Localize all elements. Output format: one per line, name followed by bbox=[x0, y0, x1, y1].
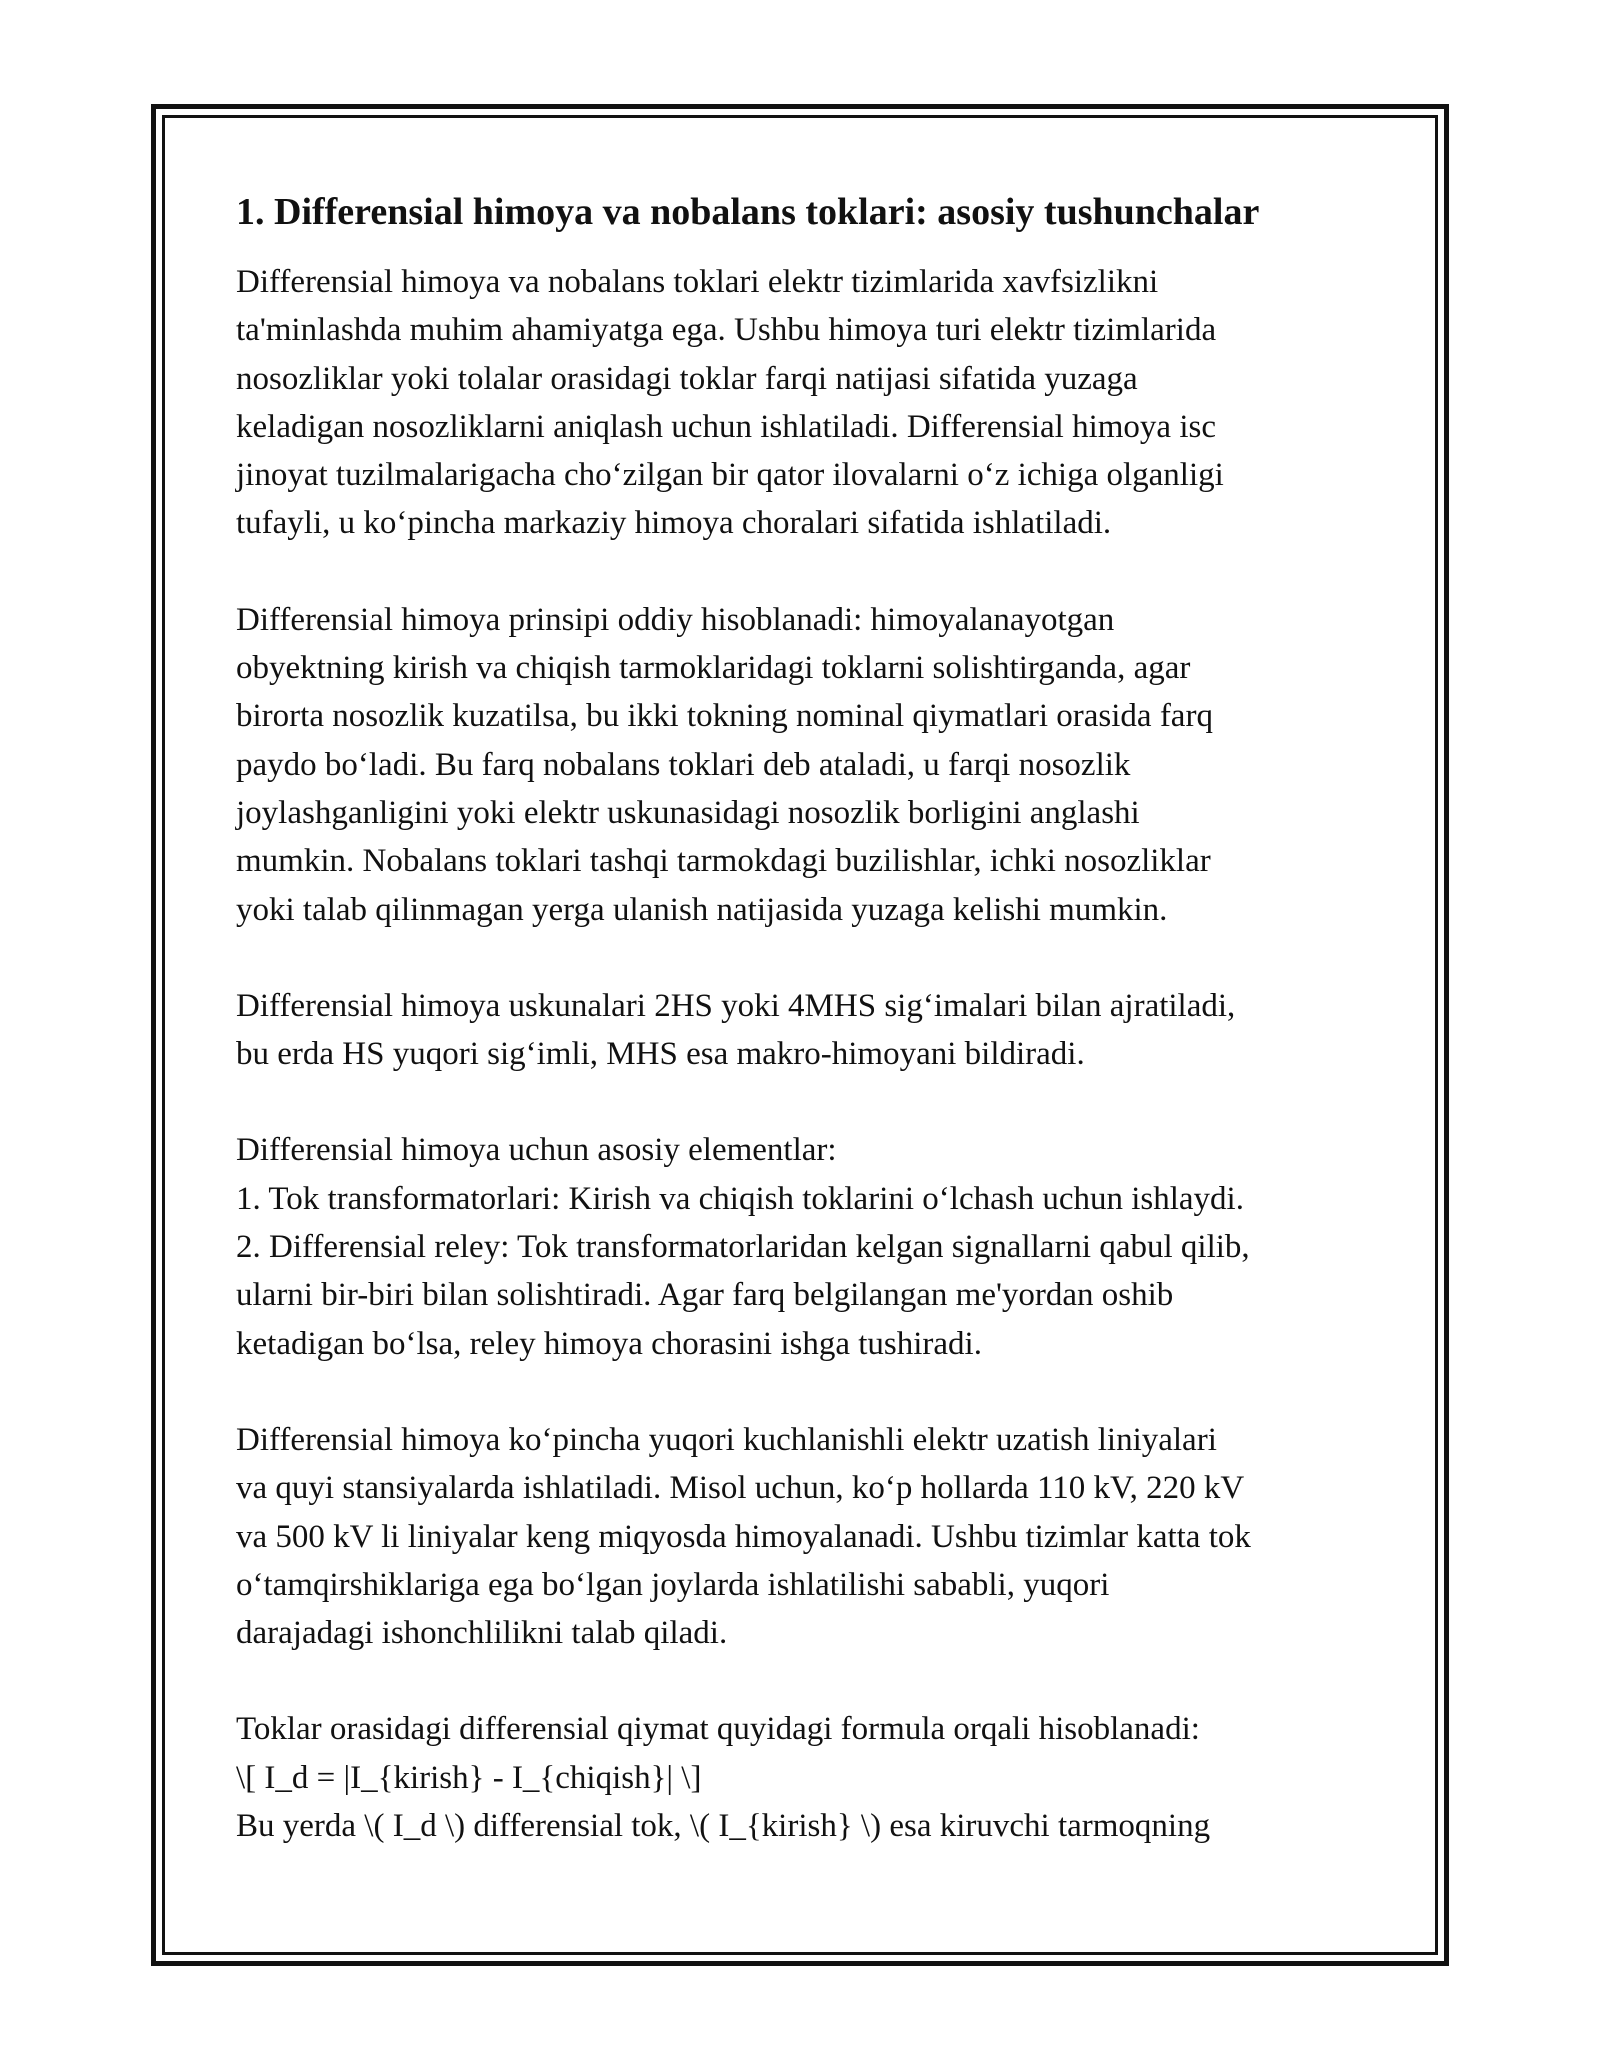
document-body bbox=[236, 186, 1376, 1850]
text-line: va 500 kV li liniyalar keng miqyosda himoyalanadi. Ushbu tizimlar katta tok bbox=[236, 1518, 1251, 1555]
text-line: Differensial himoya ko‘pincha yuqori kuchlanishli elektr uzatish liniyalari bbox=[236, 1421, 1217, 1458]
text-line: Toklar orasidagi differensial qiymat quyidagi formula orqali hisoblanadi: bbox=[236, 1711, 1200, 1748]
text-line: darajadagi ishonchlilikni talab qiladi. bbox=[236, 1615, 728, 1652]
paragraph-spacer bbox=[236, 934, 1376, 982]
list-item: 2. Differensial reley: Tok transformatorlaridan kelgan signallarni qabul qilib, bbox=[236, 1229, 1250, 1266]
paragraph-principle bbox=[236, 596, 1376, 934]
text-line: bu erda HS yuqori sig‘imli, MHS esa makro-himoyani bildiradi. bbox=[236, 1036, 1085, 1073]
text-line: obyektning kirish va chiqish tarmoklaridagi toklarni solishtirganda, agar bbox=[236, 650, 1191, 687]
text-line: joylashganligini yoki elektr uskunasidagi nosozlik borligini anglashi bbox=[236, 794, 1140, 831]
text-line: Differensial himoya prinsipi oddiy hisoblanadi: himoyalanayotgan bbox=[236, 601, 1115, 638]
text-line: Differensial himoya uskunalari 2HS yoki 4MHS sig‘imalari bilan ajratiladi, bbox=[236, 987, 1236, 1024]
paragraph-formula bbox=[236, 1705, 1376, 1850]
text-line: o‘tamqirshiklariga ega bo‘lgan joylarda ishlatilishi sababli, yuqori bbox=[236, 1566, 1110, 1603]
section-heading: 1. Differensial himoya va nobalans toklari: asosiy tushunchalar bbox=[236, 191, 1260, 233]
paragraph-spacer bbox=[236, 1657, 1376, 1705]
paragraph-spacer bbox=[236, 1368, 1376, 1416]
text-line: yoki talab qilinmagan yerga ulanish natijasida yuzaga kelishi mumkin. bbox=[236, 891, 1168, 928]
list-item: 1. Tok transformatorlari: Kirish va chiqish toklarini o‘lchash uchun ishlaydi. bbox=[236, 1180, 1244, 1217]
text-line: ketadigan bo‘lsa, reley himoya chorasini ishga tushiradi. bbox=[236, 1325, 982, 1362]
text-line: ularni bir-biri bilan solishtiradi. Agar farq belgilangan me'yordan oshib bbox=[236, 1277, 1174, 1314]
text-line: Differensial himoya va nobalans toklari elektr tizimlarida xavfsizlikni bbox=[236, 264, 1159, 300]
text-line: birorta nosozlik kuzatilsa, bu ikki tokning nominal qiymatlari orasida farq bbox=[236, 698, 1213, 735]
paragraph-elements-list bbox=[236, 1126, 1376, 1367]
text-line: va quyi stansiyalarda ishlatiladi. Misol uchun, ko‘p hollarda 110 kV, 220 kV bbox=[236, 1470, 1245, 1507]
text-line: paydo bo‘ladi. Bu farq nobalans toklari deb ataladi, u farqi nosozlik bbox=[236, 746, 1131, 783]
text-line: Differensial himoya uchun asosiy elementlar: bbox=[236, 1132, 837, 1169]
text-line: tufayli, u ko‘pincha markaziy himoya choralari sifatida ishlatiladi. bbox=[236, 505, 1112, 542]
text-line: nosozliklar yoki tolalar orasidagi toklar farqi natijasi sifatida yuzaga bbox=[236, 360, 1138, 397]
text-line: mumkin. Nobalans toklari tashqi tarmokdagi buzilishlar, ichki nosozliklar bbox=[236, 843, 1211, 880]
paragraph-spacer bbox=[236, 1078, 1376, 1126]
text-line: ta'minlashda muhim ahamiyatga ega. Ushbu himoya turi elektr tizimlarida bbox=[236, 312, 1217, 349]
text-line: jinoyat tuzilmalarigacha cho‘zilgan bir qator ilovalarni o‘z ichiga olganligi bbox=[236, 457, 1224, 494]
text-line: Bu yerda \( I_d \) differensial tok, \( I_{kirish} \) esa kiruvchi tarmoqning bbox=[236, 1808, 1211, 1845]
text-line: keladigan nosozliklarni aniqlash uchun ishlatiladi. Differensial himoya isc bbox=[236, 408, 1216, 445]
paragraph-spacer bbox=[236, 548, 1376, 596]
paragraph-intro bbox=[236, 258, 1376, 548]
paragraph-applications bbox=[236, 1416, 1376, 1657]
paragraph-equipment bbox=[236, 982, 1376, 1079]
formula-line: \[ I_d = |I_{kirish} - I_{chiqish}| \] bbox=[236, 1759, 702, 1796]
